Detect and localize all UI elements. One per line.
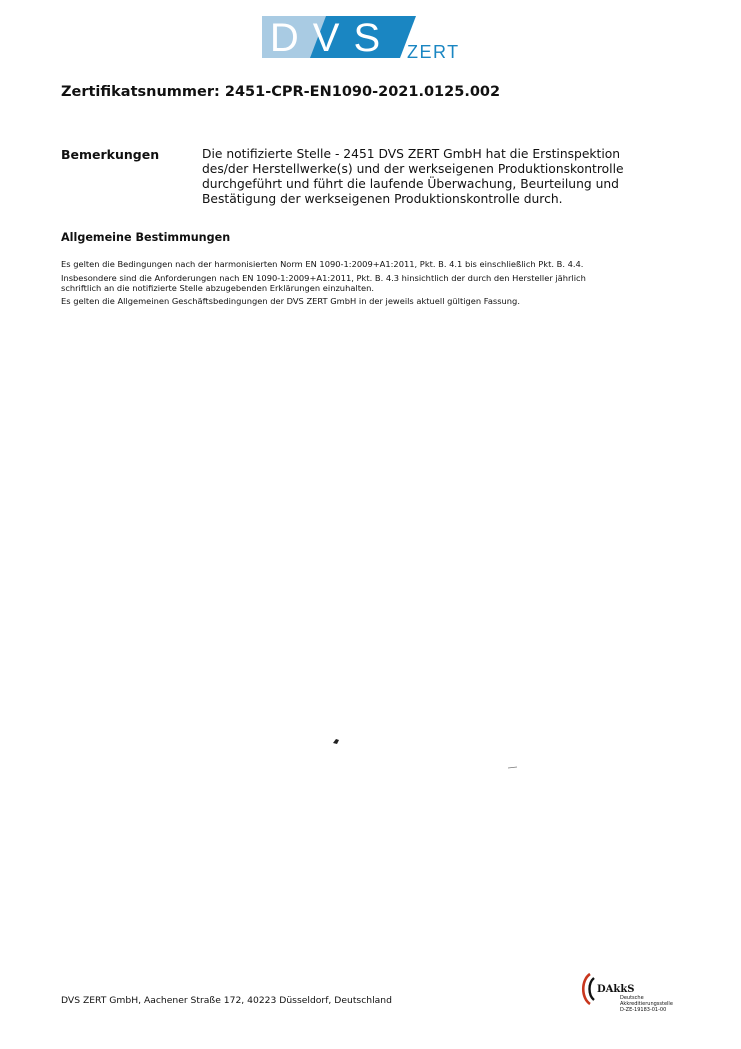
certificate-number-label: Zertifikatsnummer: bbox=[61, 84, 220, 100]
dvs-zert-logo bbox=[262, 14, 468, 62]
remarks-text: Die notifizierte Stelle - 2451 DVS ZERT GmbH hat die Erstinspektion des/der Herstellwerke(s) und der werkseigenen Produktionskontrolle durchgeführt und führt die laufende Überwachung, Beurteilung und Bestätigung der werkseigenen Produktionskontrolle durch. bbox=[202, 147, 624, 206]
remarks-label: Bemerkungen bbox=[61, 147, 160, 162]
certificate-number-value: 2451-CPR-EN1090-2021.0125.002 bbox=[224, 84, 501, 100]
general-paragraph: Es gelten die Bedingungen nach der harmonisierten Norm EN 1090-1:2009+A1:2011, Pkt. B. 4.1 bis einschließlich Pkt. B. 4.4. bbox=[61, 259, 584, 269]
dakks-line1: Deutsche bbox=[620, 995, 644, 1001]
general-provisions-title: Allgemeine Bestimmungen bbox=[61, 231, 231, 244]
certificate-number-line bbox=[61, 84, 500, 100]
dakks-line2: Akkreditierungsstelle bbox=[620, 1001, 673, 1007]
general-paragraph: Insbesondere sind die Anforderungen nach EN 1090-1:2009+A1:2011, Pkt. B. 4.3 hinsichtlich der durch den Hersteller jährlich schriftlich an die notifizierte Stelle abzugebenden Erklärungen einzuhalten. bbox=[61, 272, 586, 293]
general-provisions-body bbox=[61, 259, 591, 310]
logo-letters: DVS bbox=[269, 16, 395, 60]
logo-suffix: ZERT bbox=[407, 42, 460, 62]
general-paragraph: Es gelten die Allgemeinen Geschäftsbedingungen der DVS ZERT GmbH in der jeweils aktuell gültigen Fassung. bbox=[61, 296, 520, 306]
dakks-accreditation-mark bbox=[578, 968, 678, 1016]
scan-speck bbox=[508, 766, 518, 770]
footer-address: DVS ZERT GmbH, Aachener Straße 172, 40223 Düsseldorf, Deutschland bbox=[61, 995, 392, 1006]
scan-speck bbox=[332, 737, 340, 745]
dakks-name: DAkkS bbox=[597, 984, 635, 995]
dakks-code: D-ZE-19183-01-00 bbox=[620, 1007, 667, 1013]
